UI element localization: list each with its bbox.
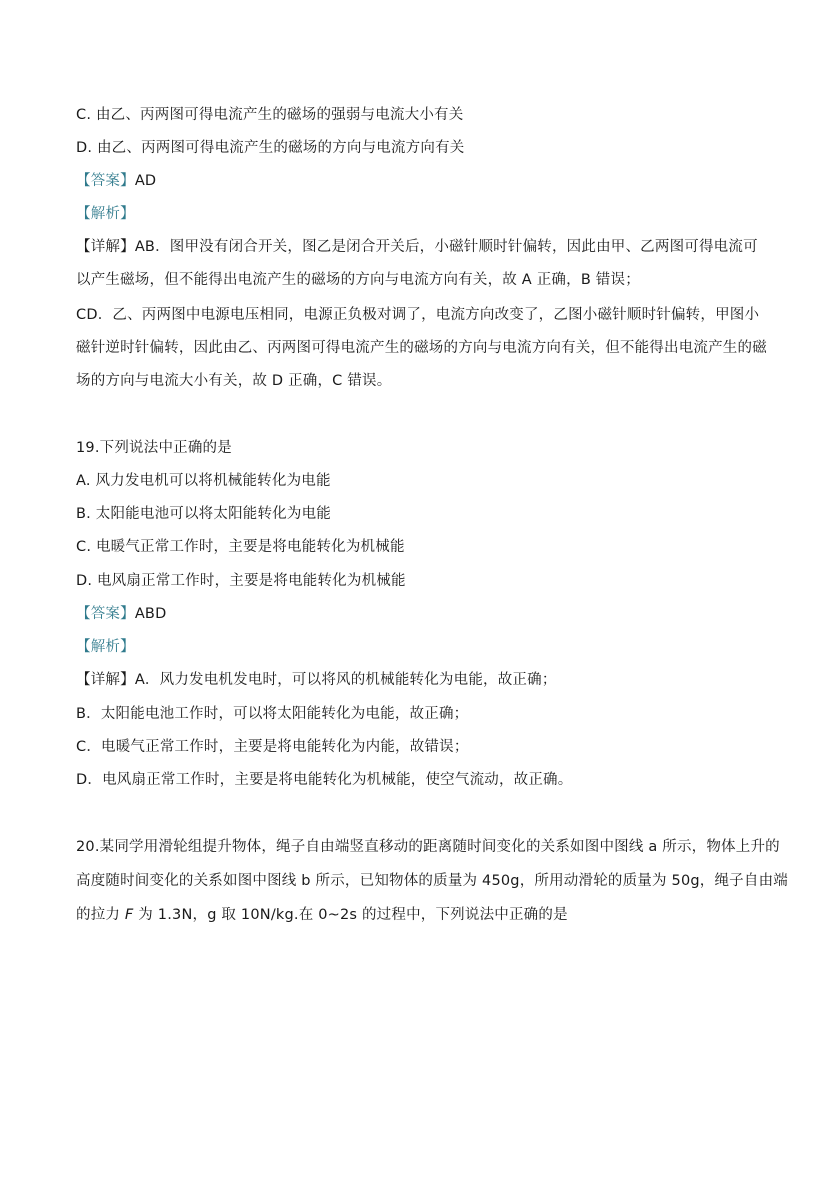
- q19-option-b: B. 太阳能电池可以将太阳能转化为电能: [76, 506, 331, 522]
- q20-line-2: 高度随时间变化的关系如图中图线 b 所示，已知物体的质量为 450g，所用动滑轮的质量为 50g，绳子自由端: [76, 873, 788, 889]
- answer-value: AD: [134, 173, 157, 189]
- q19-option-c: C. 电暖气正常工作时，主要是将电能转化为机械能: [76, 539, 405, 555]
- q20-line-3-suffix: 为 1.3N，g 取 10N/kg.在 0~2s 的过程中，下列说法中正确的是: [133, 907, 568, 923]
- q19-question: 19.下列说法中正确的是: [76, 440, 232, 456]
- answer-tag: 【答案】: [76, 173, 135, 189]
- answer-tag: 【答案】: [76, 606, 135, 622]
- q19-option-a: A. 风力发电机可以将机械能转化为电能: [76, 473, 331, 489]
- detail-tag: 【详解】: [76, 672, 135, 688]
- q19-detail-line-4: D．电风扇正常工作时，主要是将电能转化为机械能，使空气流动，故正确。: [76, 772, 573, 788]
- force-variable: F: [124, 907, 134, 923]
- q18-detail-line-2: 以产生磁场，但不能得出电流产生的磁场的方向与电流方向有关，故 A 正确，B 错误；: [76, 272, 640, 288]
- q19-option-d: D. 电风扇正常工作时，主要是将电能转化为机械能: [76, 573, 406, 589]
- q19-analysis-tag: 【解析】: [76, 639, 135, 655]
- q18-detail-line-4: 磁针逆时针偏转，因此由乙、丙两图可得电流产生的磁场的方向与电流方向有关，但不能得出电流产生的磁: [76, 340, 767, 356]
- q19-answer: [76, 604, 166, 624]
- detail-tag: 【详解】: [76, 239, 135, 255]
- q20-line-3: [76, 905, 568, 925]
- q18-detail-line-3: CD．乙、丙两图中电源电压相同，电源正负极对调了，电流方向改变了，乙图小磁针顺时针偏转，甲图小: [76, 307, 760, 323]
- q19-detail-line-1: [76, 670, 557, 690]
- q19-detail-line-3: C．电暖气正常工作时，主要是将电能转化为内能，故错误；: [76, 739, 469, 755]
- q18-answer: [76, 171, 156, 191]
- answer-value: ABD: [134, 606, 167, 622]
- q19-detail-line-2: B．太阳能电池工作时，可以将太阳能转化为电能，故正确；: [76, 706, 469, 722]
- q18-detail-line-5: 场的方向与电流大小有关，故 D 正确，C 错误。: [76, 373, 392, 389]
- q18-analysis-tag: 【解析】: [76, 206, 135, 222]
- detail-text: A．风力发电机发电时，可以将风的机械能转化为电能，故正确；: [134, 672, 557, 688]
- q18-detail-line-1: [76, 237, 758, 257]
- q20-line-1: 20.某同学用滑轮组提升物体，绳子自由端竖直移动的距离随时间变化的关系如图中图线 a 所示，物体上升的: [76, 839, 780, 855]
- detail-text: AB．图甲没有闭合开关，图乙是闭合开关后，小磁针顺时针偏转，因此由甲、乙两图可得电流可: [134, 239, 758, 255]
- q18-option-c: C. 由乙、丙两图可得电流产生的磁场的强弱与电流大小有关: [76, 107, 464, 123]
- q18-option-d: D. 由乙、丙两图可得电流产生的磁场的方向与电流方向有关: [76, 140, 465, 156]
- q20-line-3-prefix: 的拉力: [76, 907, 125, 923]
